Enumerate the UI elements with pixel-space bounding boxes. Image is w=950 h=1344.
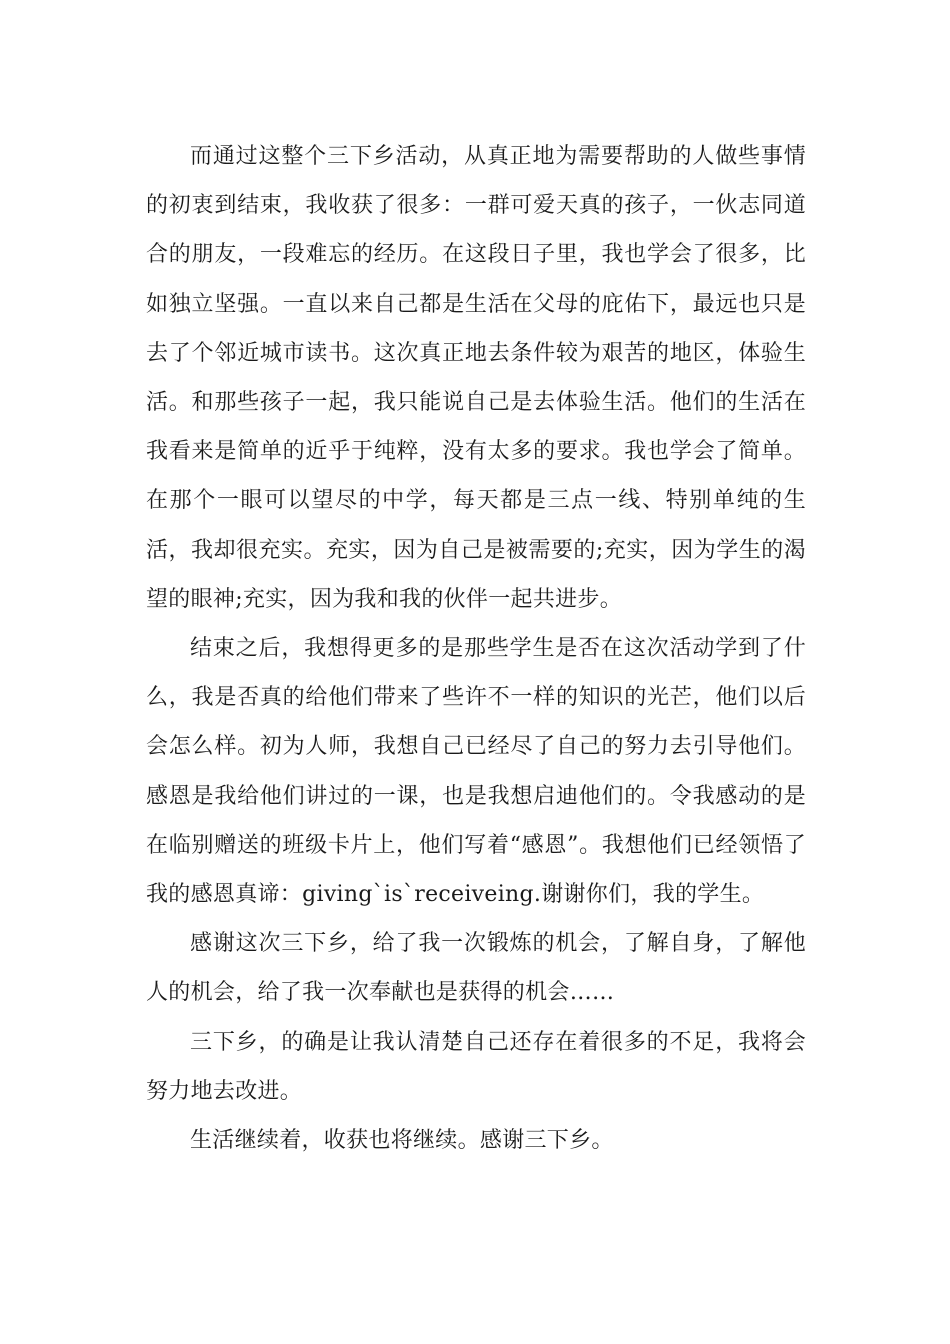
- document-body: [146, 132, 806, 1165]
- paragraph-thanks-opportunity: 感谢这次三下乡，给了我一次锻炼的机会，了解自身，了解他人的机会，给了我一次奉献也是获得的机会……: [146, 931, 806, 1006]
- paragraph-shortcomings: 三下乡，的确是让我认清楚自己还存在着很多的不足，我将会努力地去改进。: [146, 1029, 806, 1104]
- paragraph-closing: 生活继续着，收获也将继续。感谢三下乡。: [190, 1128, 614, 1154]
- paragraph-after-ending: 结束之后，我想得更多的是那些学生是否在这次活动学到了什么，我是否真的给他们带来了些许不一样的知识的光芒，他们以后会怎么样。初为人师，我想自己已经尽了自己的努力去引导他们。感恩是我给他们讲过的一课，也是我想启迪他们的。令我感动的是在临别赠送的班级卡片上，他们写着“感恩”。我想他们已经领悟了我的感恩真谛：giving`is`receiveing.谢谢你们，我的学生。: [146, 636, 806, 908]
- paragraph-harvest: 而通过这整个三下乡活动，从真正地为需要帮助的人做些事情的初衷到结束，我收获了很多：一群可爱天真的孩子，一伙志同道合的朋友，一段难忘的经历。在这段日子里，我也学会了很多，比如独立坚强。一直以来自己都是生活在父母的庇佑下，最远也只是去了个邻近城市读书。这次真正地去条件较为艰苦的地区，体验生活。和那些孩子一起，我只能说自己是去体验生活。他们的生活在我看来是简单的近乎于纯粹，没有太多的要求。我也学会了简单。在那个一眼可以望尽的中学，每天都是三点一线、特别单纯的生活，我却很充实。充实，因为自己是被需要的;充实，因为学生的渴望的眼神;充实，因为我和我的伙伴一起共进步。: [146, 144, 806, 612]
